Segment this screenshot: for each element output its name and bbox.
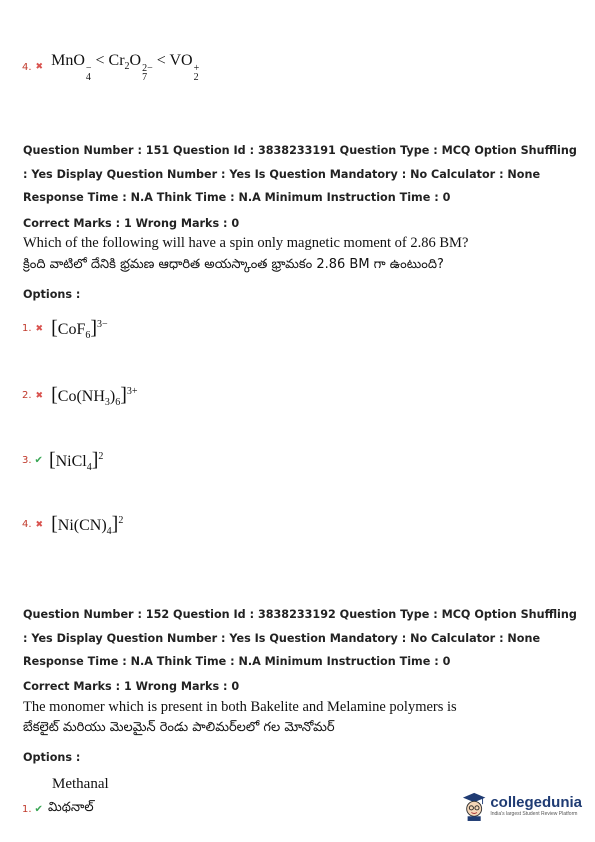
- q152-option-1-text-en: Methanal: [52, 776, 109, 792]
- option-number: 1.: [22, 323, 32, 334]
- option-text-te: మిథనాల్: [47, 800, 94, 815]
- q151-option-3[interactable]: [22, 450, 103, 471]
- option-formula: $[Co(NH_3)_6]^{3+}$: [51, 384, 138, 408]
- q151-option-1[interactable]: [22, 318, 108, 339]
- wrong-mark-icon: ✖: [35, 323, 44, 334]
- q151-option-4[interactable]: [22, 514, 123, 535]
- q151-option-2[interactable]: [22, 385, 138, 406]
- option-formula: $[CoF_6]^{3-}$: [51, 317, 108, 341]
- question-152-text-te: బేకలైట్ మరియు మెలమైన్ రెండు పాలిమర్‌లలో గల మోనోమర్: [23, 720, 335, 735]
- prev-option-4[interactable]: [22, 52, 199, 82]
- question-151-options-label: Options :: [23, 288, 81, 301]
- wrong-mark-icon: ✖: [35, 390, 44, 401]
- question-151-marks: Correct Marks : 1 Wrong Marks : 0: [23, 217, 240, 230]
- logo-tagline: India's largest Student Review Platform: [490, 810, 578, 817]
- wrong-mark-icon: ✖: [35, 62, 44, 72]
- option-number: 2.: [22, 390, 32, 401]
- option-formula: [NiCl$_4$]$^2$: [48, 449, 104, 473]
- option-formula: MnO − 4 < $Cr_2O$ 2− 7 < VO + 2: [51, 52, 200, 83]
- wrong-mark-icon: ✖: [35, 519, 44, 530]
- q152-option-1[interactable]: [22, 800, 94, 818]
- option-number: 1.: [22, 803, 32, 815]
- option-number: 4.: [22, 61, 32, 73]
- option-formula: $[Ni(CN)_4]^2$: [51, 513, 124, 537]
- option-number: 4.: [22, 519, 32, 530]
- graduate-mascot-icon: [462, 790, 486, 822]
- question-151-text-en: Which of the following will have a spin only magnetic moment of 2.86 BM?: [23, 235, 469, 251]
- option-number: 3.: [22, 455, 32, 466]
- correct-mark-icon: ✔: [34, 455, 43, 466]
- question-151-text-te: క్రింది వాటిలో దేనికి భ్రమణ ఆధారిత అయస్కాంత భ్రామకం 2.86 BM గా ఉంటుంది?: [23, 257, 444, 272]
- question-152-meta: Question Number : 152 Question Id : 3838233192 Question Type : MCQ Option Shuffling : Yes Display Question Number : Yes Is Question Mandatory : No Calculator : None Response Time : N.A Think Time : N.A Minimum Instruction Time : 0: [23, 608, 577, 668]
- collegedunia-logo: [462, 786, 582, 826]
- question-152-options-label: Options :: [23, 751, 81, 764]
- question-151-meta: Question Number : 151 Question Id : 3838233191 Question Type : MCQ Option Shuffling : Yes Display Question Number : Yes Is Question Mandatory : No Calculator : None Response Time : N.A Think Time : N.A Minimum Instruction Time : 0: [23, 144, 577, 204]
- logo-name: collegedunia: [490, 793, 582, 811]
- question-152-marks: Correct Marks : 1 Wrong Marks : 0: [23, 680, 240, 693]
- correct-mark-icon: ✔: [34, 803, 43, 815]
- question-152-text-en: The monomer which is present in both Bakelite and Melamine polymers is: [23, 699, 457, 715]
